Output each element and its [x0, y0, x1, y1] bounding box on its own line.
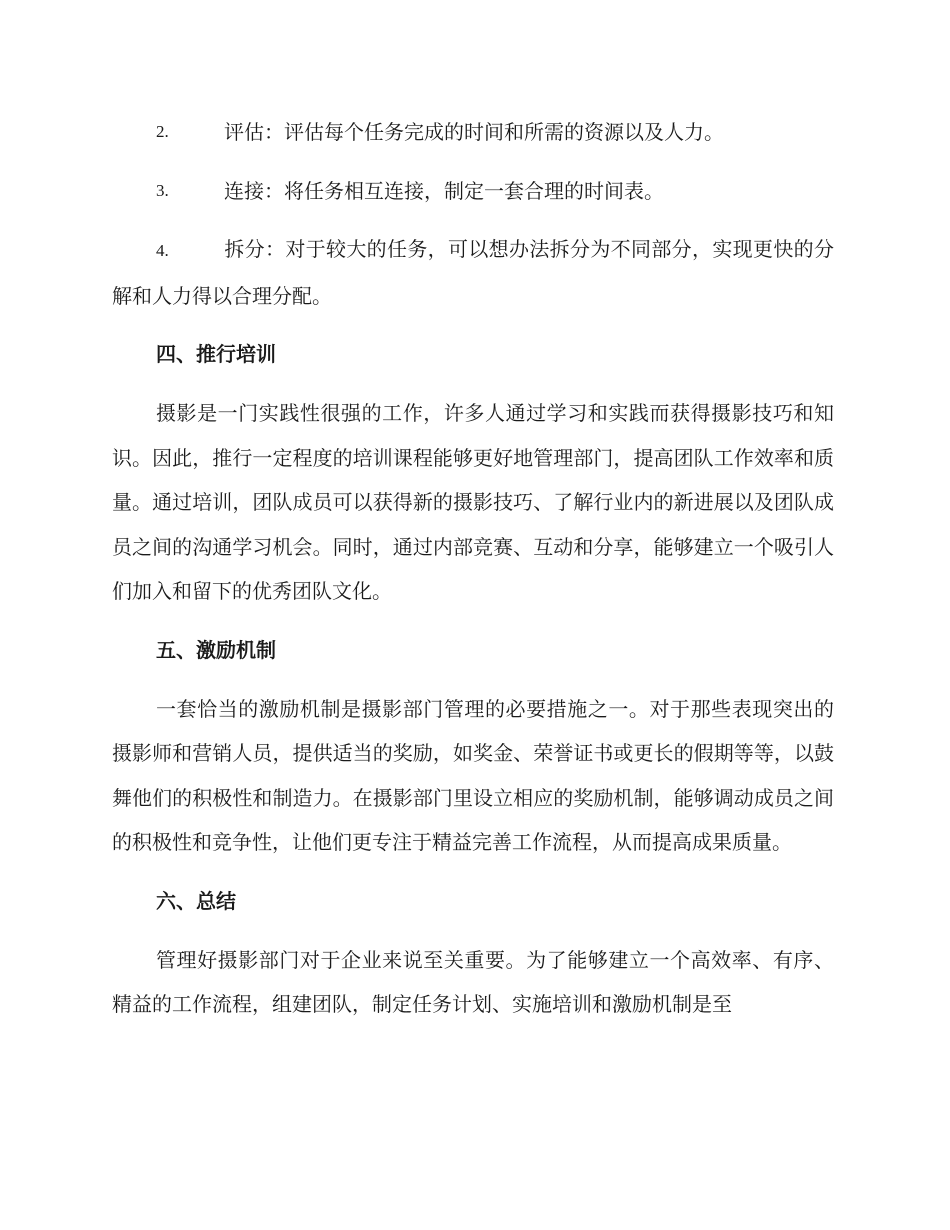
section-body-training: 摄影是一门实践性很强的工作，许多人通过学习和实践而获得摄影技巧和知识。因此，推行一定程度的培训课程能够更好地管理部门，提高团队工作效率和质量。通过培训，团队成员可以获得新的摄影技巧、了解行业内的新进展以及团队成员之间的沟通学习机会。同时，通过内部竞赛、互动和分享，能够建立一个吸引人们加入和留下的优秀团队文化。 [112, 400, 834, 604]
list-number: 3. [156, 180, 169, 200]
section-body-summary: 管理好摄影部门对于企业来说至关重要。为了能够建立一个高效率、有序、精益的工作流程，组建团队，制定任务计划、实施培训和激励机制是至 [112, 947, 834, 1017]
list-text: 评估：评估每个任务完成的时间和所需的资源以及人力。 [224, 120, 724, 144]
section-heading-incentive: 五、激励机制 [156, 637, 276, 662]
document-content [112, 110, 834, 1041]
list-item-2 [112, 110, 834, 155]
list-item-3 [112, 169, 834, 214]
list-item-4 [112, 227, 834, 318]
section-body-incentive: 一套恰当的激励机制是摄影部门管理的必要措施之一。对于那些表现突出的摄影师和营销人员，提供适当的奖励，如奖金、荣誉证书或更长的假期等等，以鼓舞他们的积极性和制造力。在摄影部门里设立相应的奖励机制，能够调动成员之间的积极性和竞争性，让他们更专注于精益完善工作流程，从而提高成果质量。 [112, 696, 834, 855]
list-number: 2. [156, 122, 169, 141]
section-heading-summary: 六、总结 [156, 888, 236, 913]
list-text: 连接：将任务相互连接，制定一套合理的时间表。 [224, 178, 664, 203]
list-text: 拆分：对于较大的任务，可以想办法拆分为不同部分，实现更快的分解和人力得以合理分配。 [112, 237, 834, 308]
list-number: 4. [156, 241, 169, 261]
section-heading-training: 四、推行培训 [156, 342, 276, 367]
